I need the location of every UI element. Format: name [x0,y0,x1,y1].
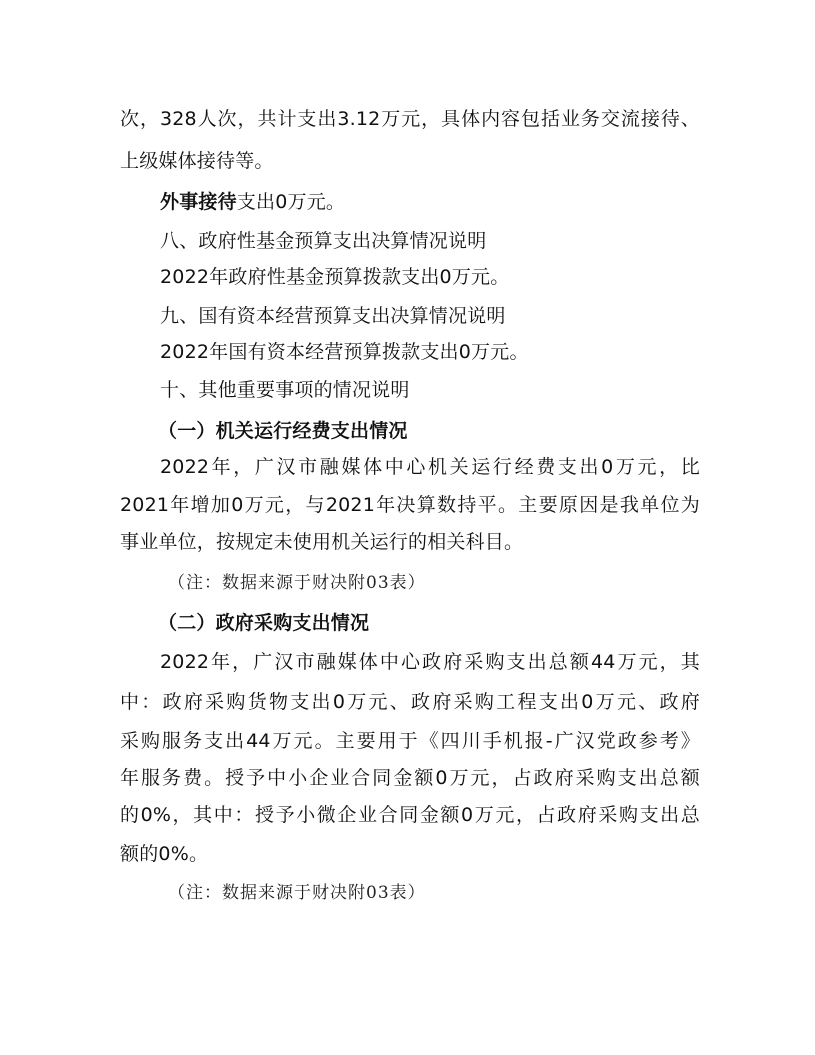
section-heading: 九、国有资本经营预算支出决算情况说明 [160,305,506,327]
section-heading: 八、政府性基金预算支出决算情况说明 [160,230,487,252]
paragraph-line: 2022年，广汉市融媒体中心政府采购支出总额44万元，其 [160,651,700,673]
paragraph-line: 2022年国有资本经营预算拨款支出0万元。 [160,341,529,363]
bold-term: 外事接待 [160,191,237,213]
section-heading: 十、其他重要事项的情况说明 [160,379,410,401]
paragraph-line: 2022年，广汉市融媒体中心机关运行经费支出0万元，比 [160,456,700,478]
source-note: （注：数据来源于财决附03表） [168,883,426,903]
subsection-heading: （二）政府采购支出情况 [158,612,370,634]
paragraph-line: 次，328人次，共计支出3.12万元，具体内容包括业务交流接待、 [120,108,700,130]
paragraph-line [160,190,740,214]
paragraph-line: 2022年政府性基金预算拨款支出0万元。 [160,266,510,288]
paragraph-line: 额的0%。 [120,843,209,865]
paragraph-line: 上级媒体接待等。 [120,150,274,172]
source-note: （注：数据来源于财决附03表） [168,573,426,593]
paragraph-line: 2021年增加0万元，与2021年决算数持平。主要原因是我单位为 [120,494,700,516]
paragraph-line: 中：政府采购货物支出0万元、政府采购工程支出0万元、政府 [120,691,700,713]
paragraph-line: 采购服务支出44万元。主要用于《四川手机报-广汉党政参考》 [120,730,700,752]
paragraph-line: 的0%，其中：授予小微企业合同金额0万元，占政府采购支出总 [120,804,700,826]
paragraph-text: 支出0万元。 [236,191,346,213]
subsection-heading: （一）机关运行经费支出情况 [158,420,408,442]
paragraph-line: 年服务费。授予中小企业合同金额0万元，占政府采购支出总额 [120,767,700,789]
paragraph-line: 事业单位，按规定未使用机关运行的相关科目。 [120,531,524,553]
